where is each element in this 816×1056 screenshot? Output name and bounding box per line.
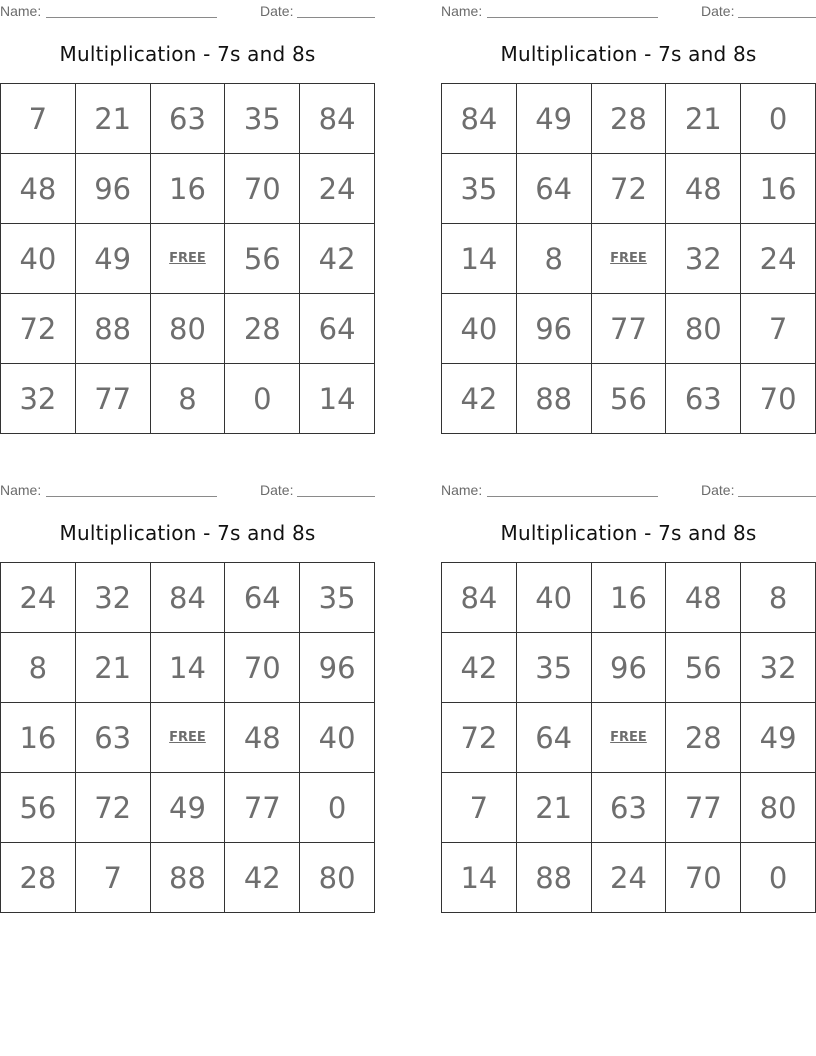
name-blank-line [487,496,658,497]
grid-cell: 21 [75,84,150,154]
grid-cell: 16 [150,154,225,224]
grid-cell: 28 [591,84,666,154]
grid-cell: 72 [75,773,150,843]
grid-cell: 16 [1,703,76,773]
bingo-card [441,479,816,895]
grid-cell: 88 [516,843,591,913]
grid-cell: 48 [1,154,76,224]
grid-cell: 42 [225,843,300,913]
grid-cell: 0 [741,843,816,913]
grid-cell: 32 [666,224,741,294]
grid-cell: 21 [75,633,150,703]
grid-cell: 28 [225,294,300,364]
grid-cell: 0 [225,364,300,434]
grid-cell: 96 [75,154,150,224]
grid-cell: 24 [1,563,76,633]
bingo-grid [0,562,375,913]
grid-cell: 40 [516,563,591,633]
bingo-card [0,0,375,416]
grid-cell: 48 [225,703,300,773]
grid-cell: 32 [1,364,76,434]
name-label: Name: [441,482,483,498]
grid-cell: 7 [75,843,150,913]
grid-cell: 77 [225,773,300,843]
bingo-card [0,479,375,895]
name-label: Name: [0,3,42,19]
grid-cell: 7 [442,773,517,843]
grid-cell: 64 [516,703,591,773]
grid-cell: 56 [225,224,300,294]
grid-row [1,843,375,913]
grid-row [442,633,816,703]
grid-cell: 80 [150,294,225,364]
grid-cell: 7 [741,294,816,364]
grid-cell: 64 [225,563,300,633]
grid-cell: 42 [442,633,517,703]
grid-cell: 14 [442,224,517,294]
grid-cell: 70 [225,633,300,703]
grid-cell: 24 [591,843,666,913]
date-label: Date: [701,3,735,19]
card-title: Multiplication - 7s and 8s [500,42,757,66]
grid-cell: 96 [591,633,666,703]
grid-cell: 49 [150,773,225,843]
grid-row [442,364,816,434]
grid-row [442,84,816,154]
grid-cell: 84 [442,84,517,154]
grid-cell: 8 [150,364,225,434]
grid-cell: 32 [741,633,816,703]
grid-cell: 88 [150,843,225,913]
free-space-cell: FREE [591,703,666,773]
grid-row [442,224,816,294]
grid-cell: 64 [516,154,591,224]
grid-cell: 56 [666,633,741,703]
grid-row [1,154,375,224]
grid-cell: 8 [516,224,591,294]
date-label: Date: [701,482,735,498]
grid-cell: 80 [300,843,375,913]
grid-cell: 21 [516,773,591,843]
grid-cell: 40 [300,703,375,773]
card-title: Multiplication - 7s and 8s [500,521,757,545]
date-blank-line [297,17,375,18]
name-blank-line [487,17,658,18]
grid-cell: 14 [300,364,375,434]
grid-cell: 56 [1,773,76,843]
date-blank-line [738,17,816,18]
card-header [441,0,816,22]
grid-cell: 21 [666,84,741,154]
grid-row [442,773,816,843]
grid-row [442,843,816,913]
name-blank-line [46,17,217,18]
grid-cell: 96 [300,633,375,703]
grid-cell: 72 [591,154,666,224]
grid-cell: 7 [1,84,76,154]
grid-cell: 24 [300,154,375,224]
grid-row [442,154,816,224]
grid-cell: 56 [591,364,666,434]
grid-cell: 32 [75,563,150,633]
grid-cell: 70 [666,843,741,913]
grid-cell: 88 [75,294,150,364]
grid-cell: 49 [741,703,816,773]
grid-cell: 49 [516,84,591,154]
grid-cell: 40 [442,294,517,364]
grid-cell: 64 [300,294,375,364]
card-title: Multiplication - 7s and 8s [59,42,316,66]
grid-cell: 49 [75,224,150,294]
grid-cell: 80 [666,294,741,364]
grid-row [1,224,375,294]
grid-cell: 48 [666,563,741,633]
grid-cell: 77 [75,364,150,434]
grid-cell: 63 [75,703,150,773]
grid-cell: 35 [442,154,517,224]
grid-cell: 0 [741,84,816,154]
date-label: Date: [260,482,294,498]
grid-cell: 48 [666,154,741,224]
grid-cell: 35 [300,563,375,633]
grid-cell: 42 [300,224,375,294]
grid-row [1,364,375,434]
grid-row [1,703,375,773]
grid-cell: 8 [1,633,76,703]
grid-row [1,294,375,364]
grid-cell: 70 [225,154,300,224]
grid-cell: 16 [591,563,666,633]
grid-cell: 84 [300,84,375,154]
grid-cell: 84 [442,563,517,633]
card-header [0,479,375,501]
grid-cell: 16 [741,154,816,224]
grid-cell: 72 [1,294,76,364]
grid-row [1,563,375,633]
grid-cell: 63 [666,364,741,434]
grid-cell: 14 [150,633,225,703]
grid-cell: 24 [741,224,816,294]
date-label: Date: [260,3,294,19]
grid-row [442,294,816,364]
free-space-cell: FREE [591,224,666,294]
grid-cell: 14 [442,843,517,913]
name-label: Name: [0,482,42,498]
grid-row [1,84,375,154]
grid-cell: 40 [1,224,76,294]
grid-row [442,703,816,773]
grid-cell: 84 [150,563,225,633]
bingo-grid [441,83,816,434]
grid-cell: 42 [442,364,517,434]
grid-cell: 63 [591,773,666,843]
grid-row [1,773,375,843]
grid-cell: 35 [516,633,591,703]
grid-cell: 72 [442,703,517,773]
grid-cell: 70 [741,364,816,434]
grid-cell: 8 [741,563,816,633]
grid-cell: 77 [666,773,741,843]
bingo-card [441,0,816,416]
grid-cell: 77 [591,294,666,364]
name-label: Name: [441,3,483,19]
grid-cell: 80 [741,773,816,843]
free-space-cell: FREE [150,224,225,294]
grid-cell: 0 [300,773,375,843]
bingo-grid [441,562,816,913]
card-header [441,479,816,501]
date-blank-line [297,496,375,497]
grid-cell: 63 [150,84,225,154]
bingo-grid [0,83,375,434]
grid-cell: 28 [666,703,741,773]
grid-cell: 35 [225,84,300,154]
grid-cell: 88 [516,364,591,434]
grid-row [442,563,816,633]
card-header [0,0,375,22]
free-space-cell: FREE [150,703,225,773]
name-blank-line [46,496,217,497]
card-title: Multiplication - 7s and 8s [59,521,316,545]
grid-cell: 28 [1,843,76,913]
grid-row [1,633,375,703]
date-blank-line [738,496,816,497]
grid-cell: 96 [516,294,591,364]
